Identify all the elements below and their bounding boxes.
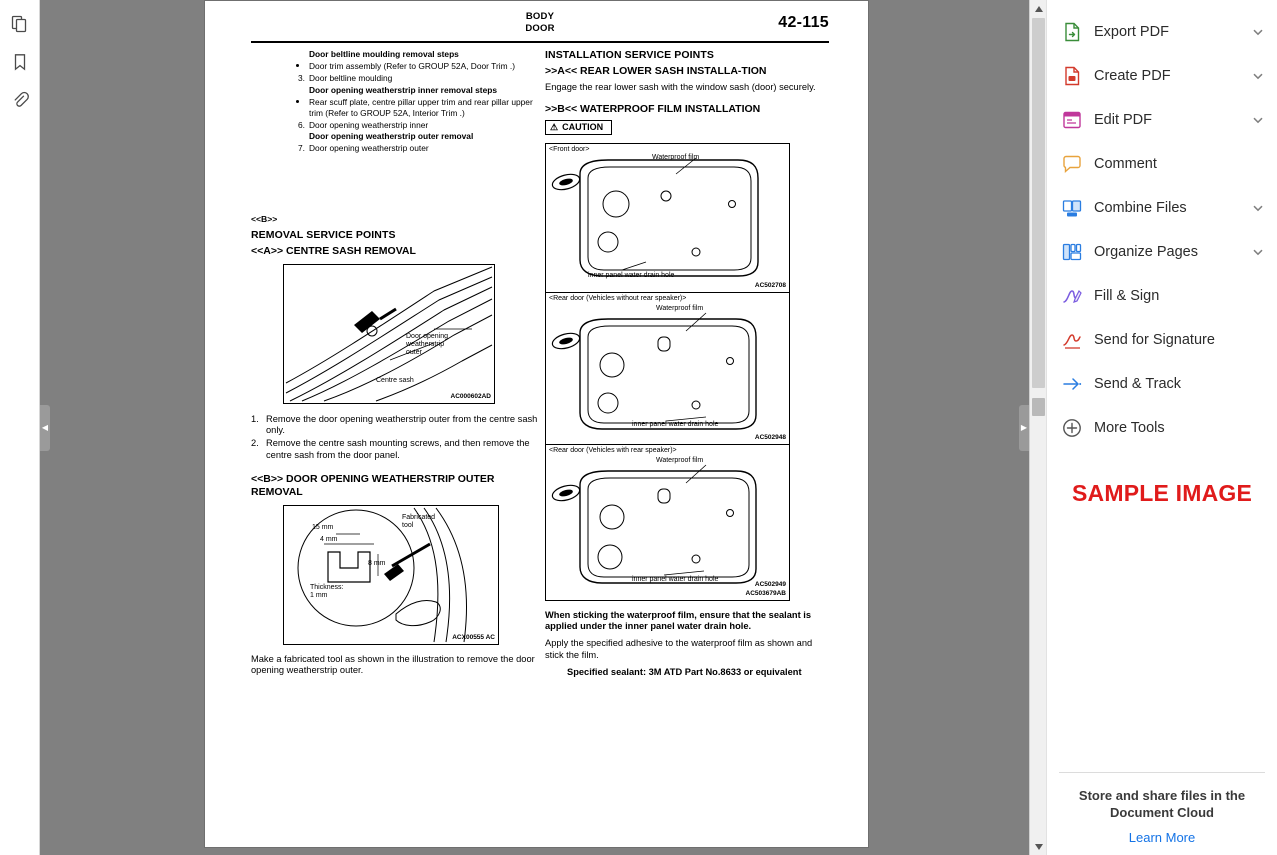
edit-pdf-icon: [1061, 109, 1083, 131]
waterproof-film-bold-note: When sticking the waterproof film, ensure that the sealant is applied under the inner panel water drain hole.: [545, 609, 812, 632]
page-header: [251, 11, 829, 34]
comment-icon: [1061, 153, 1083, 175]
tool-label: More Tools: [1094, 420, 1165, 436]
removal-steps-list: [251, 49, 539, 154]
figure-label-drain-hole: inner panel water drain hole: [632, 420, 719, 428]
tool-send-and-track[interactable]: [1047, 362, 1277, 406]
figure-label-weatherstrip-outer: Door opening weatherstrip outer: [406, 332, 449, 356]
chevron-down-icon[interactable]: [1251, 201, 1265, 215]
scrollbar-thumb[interactable]: [1032, 18, 1045, 388]
chevron-down-icon[interactable]: [1251, 113, 1265, 127]
tool-label: Comment: [1094, 156, 1157, 172]
figure-label-drain-hole: inner panel water drain hole: [588, 271, 675, 279]
right-text-column: [545, 49, 829, 678]
chevron-down-icon: [1035, 843, 1043, 851]
fill-and-sign-icon: [1061, 285, 1083, 307]
weatherstrip-outer-removal-heading: <<B>> DOOR OPENING WEATHERSTRIP OUTER REMOVAL: [251, 472, 495, 498]
figure-label-fabricated-tool: Fabricated tool: [402, 513, 436, 529]
figure-waterproof-film-group: [545, 143, 790, 601]
list-item: [251, 131, 539, 142]
list-item: [251, 49, 539, 60]
figure-caption: AC502708: [754, 281, 786, 289]
centre-sash-removal-heading: <<A>> CENTRE SASH REMOVAL: [251, 244, 416, 257]
figure-label-rear-door-without-speaker: <Rear door (Vehicles without rear speaker)>: [549, 294, 687, 302]
tool-export-pdf[interactable]: [1047, 10, 1277, 54]
list-item: [251, 97, 539, 119]
tool-more-tools[interactable]: [1047, 406, 1277, 450]
list-item: [251, 414, 539, 437]
tool-label: Edit PDF: [1094, 112, 1153, 128]
step-text: Door opening weatherstrip outer: [309, 143, 429, 154]
step-number: 2.: [251, 438, 259, 449]
chevron-down-icon[interactable]: [1251, 25, 1265, 39]
figure-caption: ACX00555 AC: [452, 633, 495, 641]
chevron-placeholder: [1251, 157, 1265, 171]
removal-procedure-list: [251, 414, 539, 461]
tool-combine-files[interactable]: [1047, 186, 1277, 230]
learn-more-link[interactable]: Learn More: [1128, 830, 1196, 845]
tool-organize-pages[interactable]: [1047, 230, 1277, 274]
tool-label: Send for Signature: [1094, 332, 1215, 348]
bullet-icon: [296, 64, 299, 67]
tool-send-for-signature[interactable]: [1047, 318, 1277, 362]
figure-label-rear-door-with-speaker: <Rear door (Vehicles with rear speaker)>: [549, 446, 677, 454]
create-pdf-icon: [1061, 65, 1083, 87]
step-text: Door trim assembly (Refer to GROUP 52A, Door Trim .): [309, 60, 516, 71]
rear-lower-sash-text: Engage the rear lower sash with the window sash (door) securely.: [545, 81, 816, 92]
figure-front-door: [546, 144, 789, 292]
document-viewer[interactable]: [40, 0, 1029, 855]
left-arrow-icon: ◀: [41, 422, 49, 432]
figure-label-waterproof-film: Waterproof film: [652, 153, 700, 161]
organize-pages-icon: [1061, 241, 1083, 263]
scroll-up-button[interactable]: [1030, 0, 1047, 17]
figure-label-waterproof-film: Waterproof film: [656, 456, 704, 464]
tool-label: Organize Pages: [1094, 244, 1198, 260]
page-number: 42-115: [778, 14, 829, 31]
list-item: [251, 438, 539, 461]
header-title-line1: BODY: [525, 11, 555, 22]
warning-triangle-icon: ⚠: [550, 121, 559, 132]
left-text-column: [251, 49, 539, 682]
list-item: [251, 61, 539, 72]
chevron-down-icon[interactable]: [1251, 245, 1265, 259]
tools-panel: [1046, 0, 1277, 855]
header-title-line2: DOOR: [525, 22, 555, 34]
figure-rear-door-with-speaker: [546, 444, 789, 599]
removal-service-points-heading: REMOVAL SERVICE POINTS: [251, 229, 396, 241]
export-pdf-icon: [1061, 21, 1083, 43]
chevron-placeholder: [1251, 333, 1265, 347]
specified-sealant-note: Specified sealant: 3M ATD Part No.8633 or equivalent: [567, 667, 802, 677]
page-thumbnails-icon[interactable]: [4, 8, 36, 40]
callout-b-marker: <<B>>: [251, 214, 278, 224]
figure-label-15mm: 15 mm: [312, 523, 334, 531]
waterproof-film-apply-text: Apply the specified adhesive to the waterproof film as shown and stick the film.: [545, 638, 813, 660]
step-text: Door opening weatherstrip inner removal steps: [309, 84, 498, 95]
list-item: [251, 85, 539, 96]
figure-centre-sash-removal: [283, 264, 495, 404]
step-number: 3.: [298, 72, 305, 83]
tool-edit-pdf[interactable]: [1047, 98, 1277, 142]
chevron-placeholder: [1251, 421, 1265, 435]
step-text: Remove the centre sash mounting screws, and then remove the centre sash from the door panel.: [266, 438, 530, 460]
chevron-up-icon: [1035, 5, 1043, 13]
step-number: 7.: [298, 143, 305, 154]
step-text: Door beltline moulding: [309, 72, 393, 83]
tool-label: Combine Files: [1094, 200, 1187, 216]
promo-divider: [1059, 772, 1265, 773]
list-item: [251, 73, 539, 84]
tool-label: Create PDF: [1094, 68, 1171, 84]
scroll-down-button[interactable]: [1030, 838, 1047, 855]
document-cloud-promo: [1047, 772, 1277, 845]
tool-label: Send & Track: [1094, 376, 1182, 392]
waterproof-film-heading: >>B<< WATERPROOF FILM INSTALLATION: [545, 102, 761, 115]
chevron-placeholder: [1251, 289, 1265, 303]
tool-comment[interactable]: [1047, 142, 1277, 186]
tool-create-pdf[interactable]: [1047, 54, 1277, 98]
figure-rear-door-no-speaker: [546, 292, 789, 444]
bookmarks-icon[interactable]: [4, 46, 36, 78]
step-text: Rear scuff plate, centre pillar upper trim and rear pillar upper trim (Refer to GROUP 52A, Interior Trim .): [309, 96, 533, 118]
figure-label-8mm: 8 mm: [368, 559, 386, 567]
figure-label-waterproof-film: Waterproof film: [656, 304, 704, 312]
collapse-left-panel-handle[interactable]: [40, 405, 50, 451]
list-item: [251, 143, 539, 154]
attachments-icon[interactable]: [4, 84, 36, 116]
sample-image-watermark: SAMPLE IMAGE: [1071, 480, 1253, 506]
step-number: 6.: [298, 119, 305, 130]
front-door-drawing: [546, 144, 789, 292]
document-vertical-scrollbar[interactable]: [1029, 0, 1046, 855]
figure-label-front-door: <Front door>: [549, 145, 590, 153]
scrollbar-grip[interactable]: [1032, 398, 1045, 416]
figure-group-caption: AC503679AB: [745, 589, 786, 597]
figure-fabricated-tool: [283, 505, 499, 645]
step-text: Door opening weatherstrip outer removal: [309, 131, 474, 142]
right-arrow-icon: ▶: [1020, 422, 1028, 432]
figure-label-drain-hole: inner panel water drain hole: [632, 575, 719, 583]
figure-label-thickness: Thickness: 1 mm: [310, 583, 344, 599]
step-text: Door beltline moulding removal steps: [309, 49, 459, 59]
chevron-placeholder: [1251, 377, 1265, 391]
step-number: 1.: [251, 413, 259, 424]
list-item: [251, 120, 539, 131]
tool-fill-and-sign[interactable]: [1047, 274, 1277, 318]
send-for-signature-icon: [1061, 329, 1083, 351]
send-and-track-icon: [1061, 373, 1083, 395]
figure-label-4mm: 4 mm: [320, 535, 338, 543]
caution-label: CAUTION: [562, 121, 604, 132]
collapse-right-panel-handle[interactable]: [1019, 405, 1029, 451]
fabricated-tool-note: Make a fabricated tool as shown in the illustration to remove the door opening weatherstrip outer.: [251, 653, 535, 675]
more-tools-icon: [1061, 417, 1083, 439]
figure-label-centre-sash: Centre sash: [376, 376, 414, 384]
pdf-page-content: [205, 1, 868, 847]
figure-caption: AC502948: [754, 433, 786, 441]
rear-lower-sash-heading: >>A<< REAR LOWER SASH INSTALLA-TION: [545, 64, 767, 77]
left-navigation-rail: [0, 0, 40, 855]
pdf-page-surface: [204, 0, 869, 848]
combine-files-icon: [1061, 197, 1083, 219]
figure-caption: AC000602AD: [450, 392, 491, 400]
step-text: Remove the door opening weatherstrip outer from the centre sash only.: [266, 413, 538, 435]
chevron-down-icon[interactable]: [1251, 69, 1265, 83]
promo-title: Store and share files in the Document Cloud: [1078, 787, 1246, 821]
step-text: Door opening weatherstrip inner: [309, 119, 429, 130]
figure-caption: AC502949: [754, 580, 786, 588]
caution-badge: [545, 120, 612, 135]
installation-service-points-heading: INSTALLATION SERVICE POINTS: [545, 49, 714, 61]
header-rule: [251, 41, 829, 43]
tool-label: Fill & Sign: [1094, 288, 1160, 304]
bullet-icon: [296, 100, 299, 103]
tool-label: Export PDF: [1094, 24, 1169, 40]
